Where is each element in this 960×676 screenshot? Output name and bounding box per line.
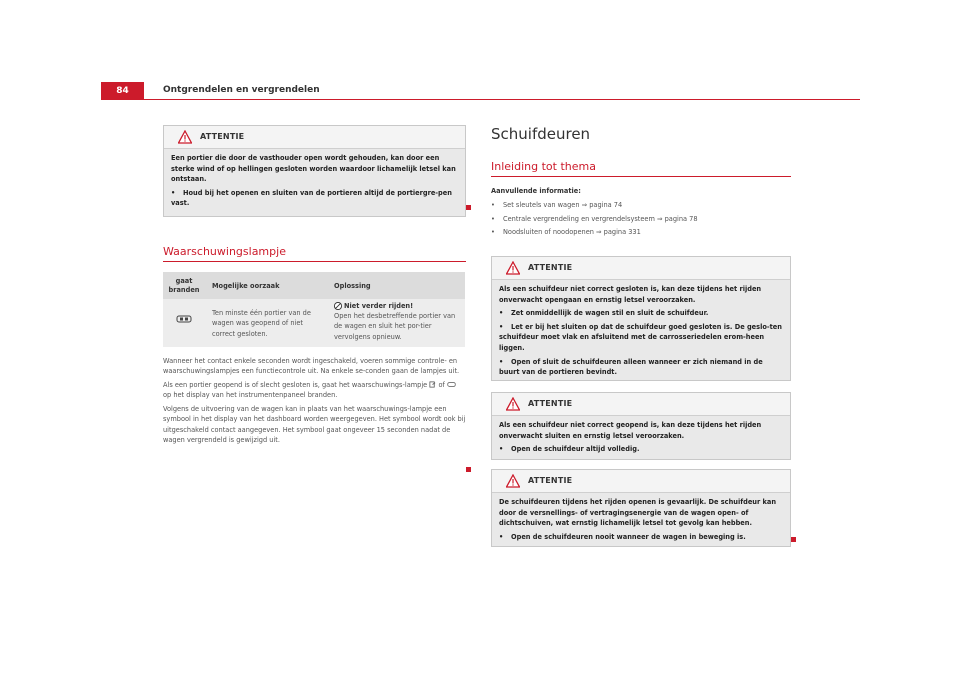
page-header-title: Ontgrendelen en vergrendelen (163, 85, 320, 95)
warning-header (164, 126, 465, 149)
column-header-lights: gaat branden (168, 277, 200, 294)
warning-triangle-icon (506, 474, 520, 488)
warning-body (171, 153, 457, 212)
list-item[interactable]: • Noodsluiten of noodopenen ⇒ pagina 331 (491, 228, 641, 237)
warning-lamp-table (163, 272, 465, 347)
section-end-mark (466, 467, 471, 472)
warning-body (499, 497, 782, 545)
warning-lamp-description (163, 356, 466, 449)
warning-header (492, 393, 790, 416)
topic-subtitle: Inleiding tot thema (491, 160, 596, 173)
stop-sign-icon (334, 302, 342, 310)
warning-box-while-driving (491, 469, 791, 547)
warning-bullet: • Zet onmiddellijk de wagen stil en sluit de schuifdeur. (499, 309, 709, 318)
section-title-warning-lamp: Waarschuwingslampje (163, 245, 286, 258)
warning-bullet: • Open de schuifdeur altijd volledig. (499, 445, 640, 454)
paragraph: Volgens de uitvoering van de wagen kan in plaats van het waarschuwings-lampje een symbool in het display van het dashboard worden weergegeven. Het symbool wordt ook bij uitgeschakeld contact aangegeven. Het symbool gaat ongeveer 15 seconden nadat de wagen vergrendeld is gewijzigd uit. (163, 405, 466, 445)
warning-box-door-holder (163, 125, 466, 217)
warning-label: ATTENTIE (528, 399, 573, 408)
warning-text: Als een schuifdeur niet correct geopend is, kan deze tijdens het rijden onverwacht sluiten en ernstig letsel veroorzaken. (499, 421, 762, 440)
warning-text: De schuifdeuren tijdens het rijden openen is gevaarlijk. De schuifdeur kan door de versnellings- of vertragingsenergie van de wagen open- of dichtschuiven, wat ernstig lichamelijk letsel tot gevolg kan hebben. (499, 498, 777, 528)
warning-bullet: • Open of sluit de schuifdeuren alleen wanneer er zich niemand in de buurt van de portieren bevindt. (499, 357, 763, 377)
paragraph: Wanneer het contact enkele seconden wordt ingeschakeld, voeren sommige controle- en waarschuwingslampjes een functiecontrole uit. Na enkele se-conden gaan de lampjes uit. (163, 357, 460, 376)
column-header-solution: Oplossing (334, 282, 371, 290)
warning-label: ATTENTIE (528, 476, 573, 485)
section-end-mark (466, 205, 471, 210)
warning-body (499, 284, 782, 381)
chapter-title: Schuifdeuren (491, 125, 591, 143)
list-item[interactable]: • Centrale vergrendeling en vergrendelsysteem ⇒ pagina 78 (491, 214, 698, 223)
subtitle-rule (491, 176, 791, 177)
warning-box-not-opened (491, 392, 791, 460)
warning-header (492, 257, 790, 280)
list-item[interactable]: • Set sleutels van wagen ⇒ pagina 74 (491, 200, 623, 209)
warning-text: Een portier die door de vasthouder open wordt gehouden, kan door een sterke wind of op hellingen gesloten worden waardoor lichamelijk letsel kan ontstaan. (171, 154, 456, 184)
table-cell-solution: Open het desbetreffende portier van de wagen en sluit het por-tier vervolgens opnieuw. (334, 312, 456, 341)
door-warning-icon (447, 381, 456, 388)
table-row (163, 299, 465, 347)
info-label: Aanvullende informatie: (491, 187, 581, 195)
header-rule (101, 99, 860, 100)
section-end-mark (791, 537, 796, 542)
page-number: 84 (101, 82, 144, 100)
warning-triangle-icon (506, 397, 520, 411)
warning-triangle-icon (506, 261, 520, 275)
warning-label: ATTENTIE (200, 132, 245, 141)
table-cell-solution-title: Niet verder rijden! (344, 302, 414, 310)
warning-text: Als een schuifdeur niet correct gesloten is, kan deze tijdens het rijden onverwacht opengaan en ernstig letsel veroorzaken. (499, 285, 762, 304)
door-warning-icon (176, 314, 192, 324)
warning-bullet: • Open de schuifdeuren nooit wanneer de wagen in beweging is. (499, 532, 746, 541)
table-cell-cause: Ten minste één portier van de wagen was geopend of niet correct gesloten. (212, 309, 311, 338)
table-header (163, 272, 465, 299)
section-rule (163, 261, 466, 262)
warning-label: ATTENTIE (528, 263, 573, 272)
paragraph: Als een portier geopend is of slecht gesloten is, gaat het waarschuwings-lampje of op het display van het instrumentenpaneel branden. (163, 380, 466, 401)
door-open-icon (429, 381, 436, 388)
warning-box-not-closed (491, 256, 791, 381)
warning-triangle-icon (178, 130, 192, 144)
column-header-cause: Mogelijke oorzaak (212, 282, 280, 290)
info-list (491, 186, 791, 241)
warning-body (499, 420, 782, 458)
warning-header (492, 470, 790, 493)
warning-bullet: • Houd bij het openen en sluiten van de portieren altijd de portiergre-pen vast. (171, 188, 452, 208)
warning-bullet: • Let er bij het sluiten op dat de schuifdeur goed gesloten is. De geslo-ten schuifdeur moet vlak en afsluitend met de carrosseriedelen erom-heen liggen. (499, 322, 782, 352)
